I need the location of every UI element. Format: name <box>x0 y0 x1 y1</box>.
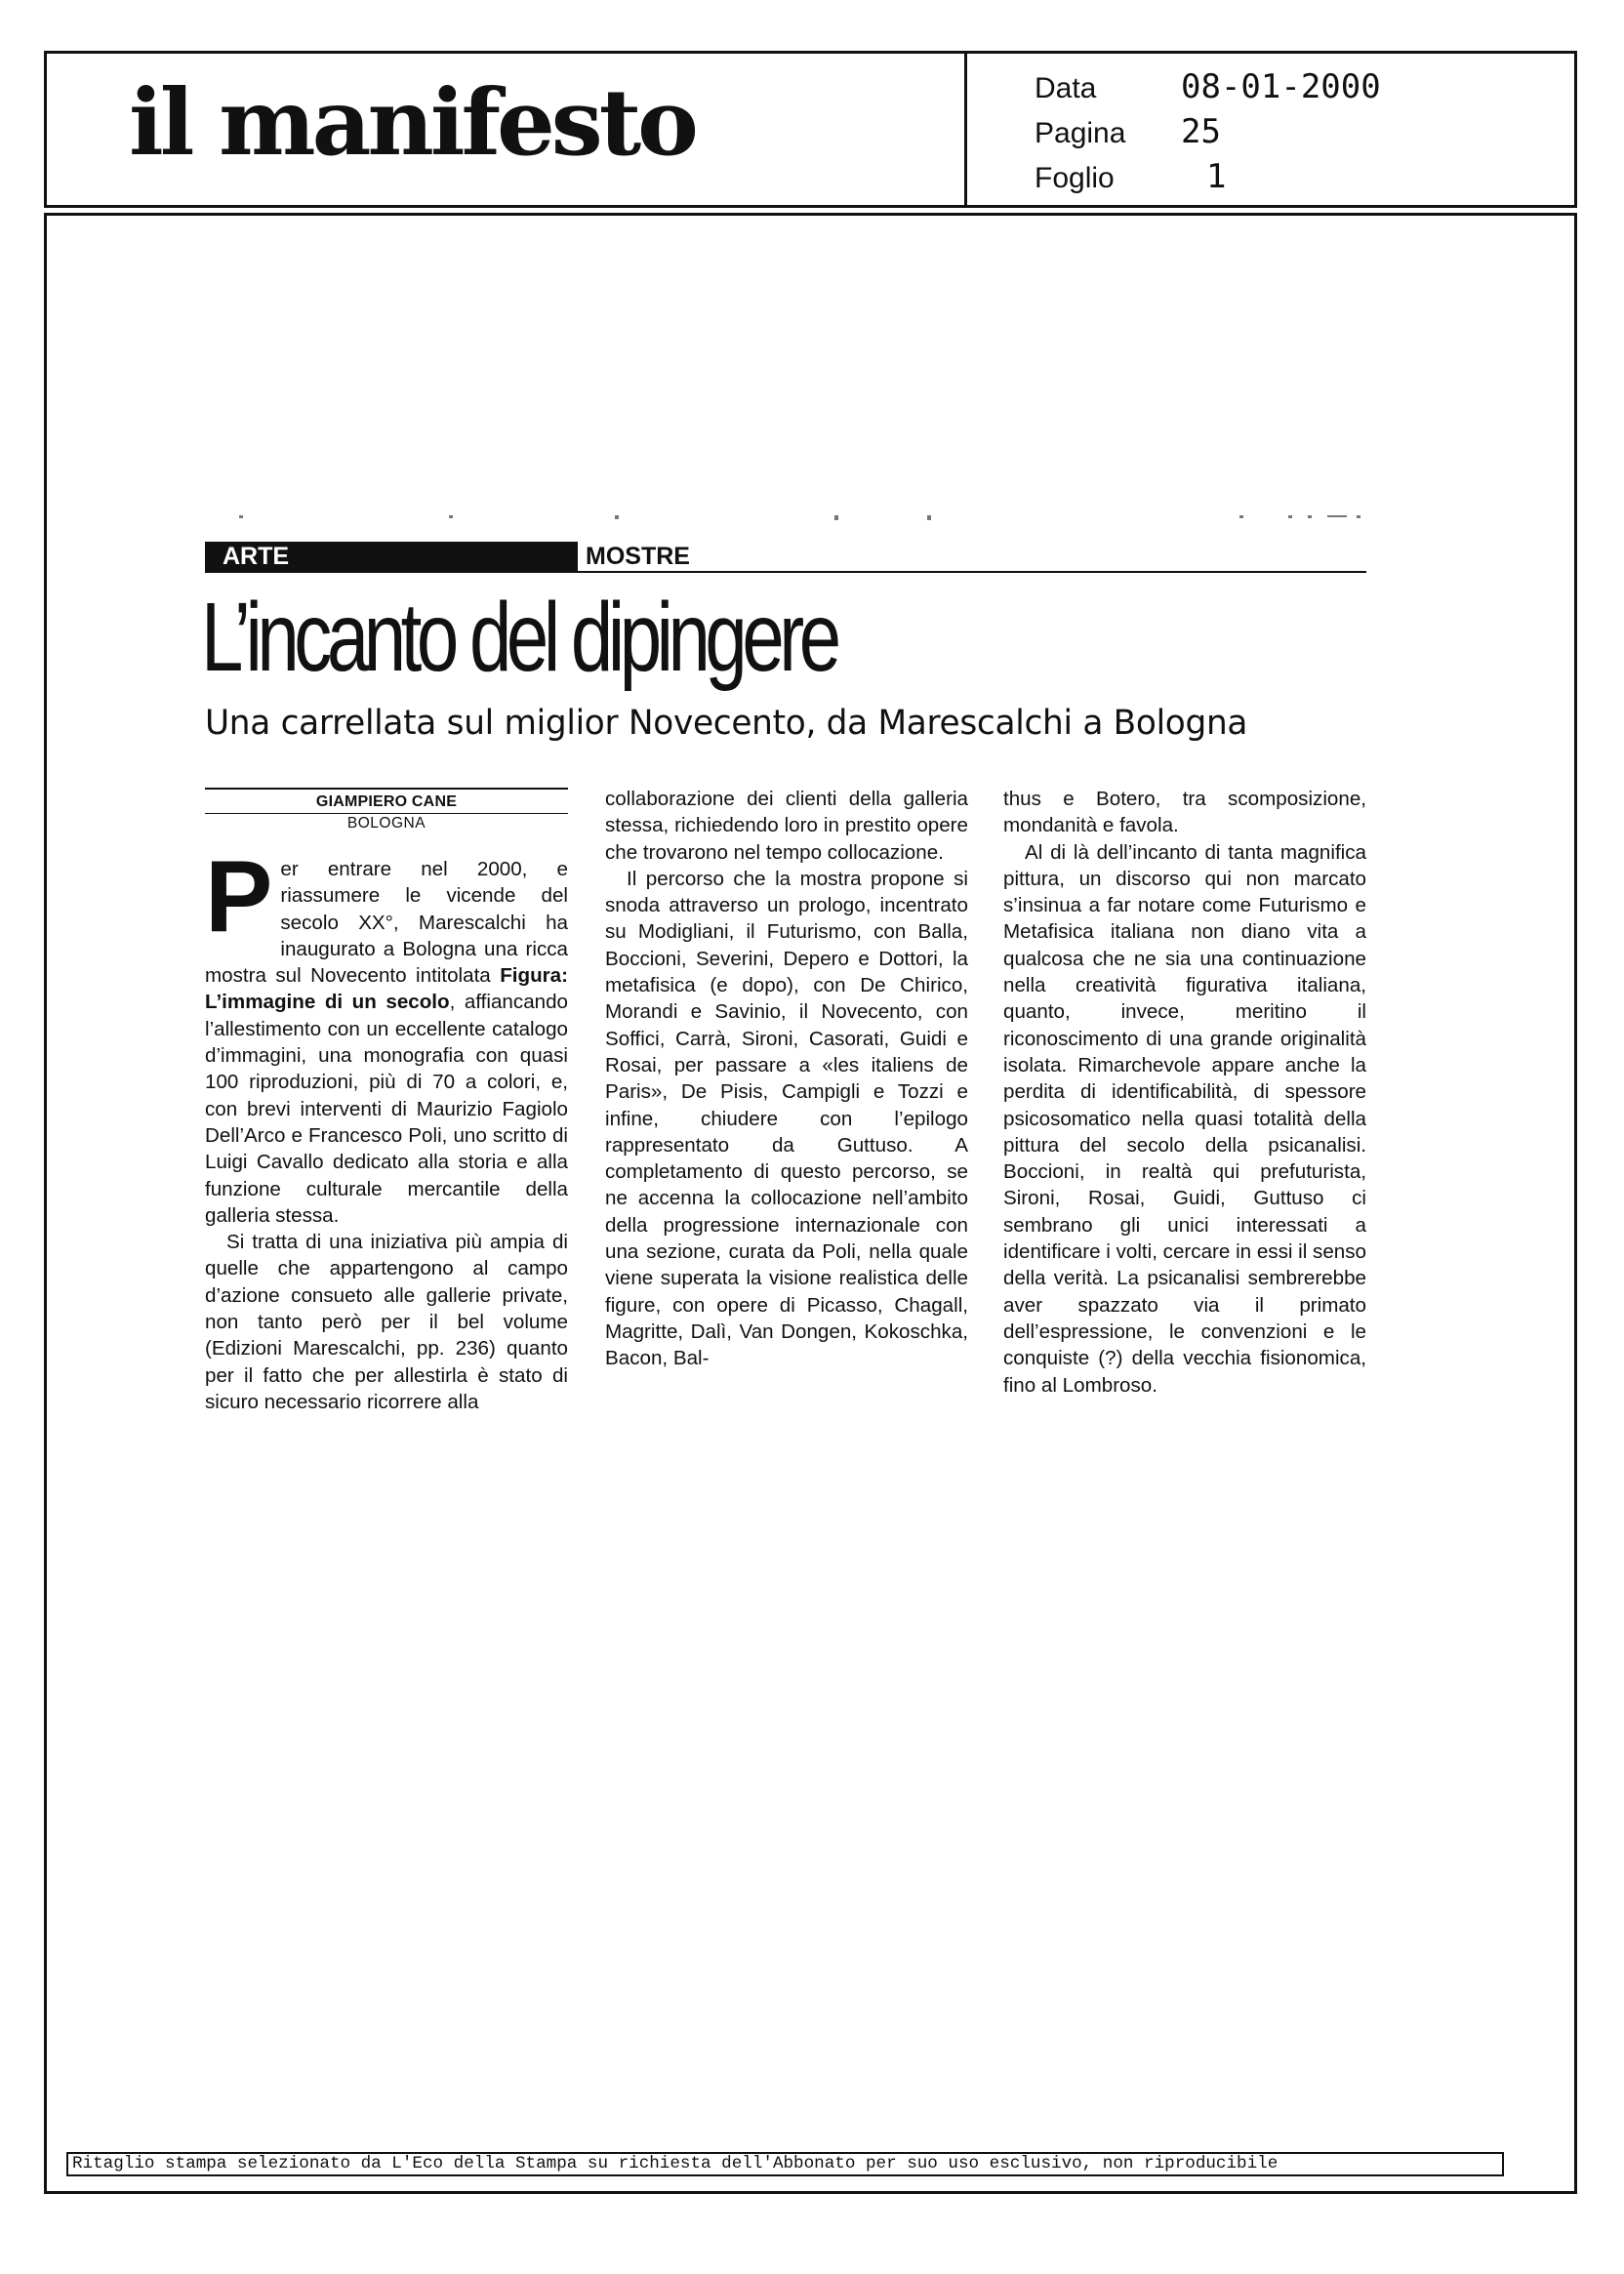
paragraph-text: er entrare nel 2000, e riassumere le vicende del secolo XX°, Marescalchi ha inaugurato a Bologna una ricca mostra sul Novecento intitolata <box>205 858 568 988</box>
meta-box <box>984 63 1530 200</box>
header-divider <box>964 51 967 208</box>
byline-rule <box>205 813 568 814</box>
headline: L’incanto del dipingere <box>201 583 836 692</box>
foglio-value: 1 <box>1206 157 1227 196</box>
meta-row-pagina <box>1035 112 1221 155</box>
paragraph: collaborazione dei clienti della galleria stessa, richiedendo loro in prestito opere che trovarono nel tempo collocazione. <box>605 788 968 864</box>
column-1 <box>205 840 569 1415</box>
foglio-label: Foglio <box>1035 162 1115 194</box>
paragraph-text: , affiancando l’allestimento con un eccellente catalogo d’immagini, una monografia con quasi 100 riproduzioni, più di 70 a colori, e, con brevi interventi di Maurizio Fagiolo Dell’Arco e Francesco Poli, uno scritto di Luigi Cavallo dedicato alla storia e alla funzione culturale mercantile della galleria stessa. <box>205 991 569 1227</box>
masthead-frame <box>44 51 1577 208</box>
author-name: GIAMPIERO CANE <box>315 793 458 810</box>
logo-box <box>47 54 967 205</box>
paragraph: Si tratta di una iniziativa più ampia di quelle che appartengono al campo d’azione consueto alle gallerie private, non tanto però per il bel volume (Edizioni Marescalchi, pp. 236) quanto per il fatto che per allestirla è stato di sicuro necessario ricorrere alla <box>205 1231 568 1413</box>
meta-row-data <box>1035 67 1381 110</box>
column-2 <box>605 786 968 1372</box>
pagina-value: 25 <box>1181 112 1221 151</box>
section-rubric <box>205 542 1366 579</box>
paragraph: Il percorso che la mostra propone si snoda attraverso un prologo, incentrato su Modigliani, il Futurismo, con Balla, Boccioni, Severini, Depero e Dottori, la metafisica (e dopo), con De Chirico, Morandi e Savinio, il Novecento, con Soffici, Carrà, Sironi, Casorati, Guidi e Rosai, per passare a «les italiens de Paris», De Pisis, Campigli e Tozzi e infine, chiudere con l’epilogo rappresentato da Guttuso. A completamento di questo percorso, se ne accenna la collocazione nell’ambito della progressione internazionale con una sezione, curata da Poli, nella quale viene superata la visione realistica delle figure, con opere di Picasso, Chagall, Magritte, Dalì, Van Dongen, Kokoschka, Bacon, Bal- <box>605 867 968 1370</box>
data-value: 08-01-2000 <box>1181 67 1381 106</box>
rubric-rule <box>205 571 1366 573</box>
paragraph: Al di là dell’incanto di tanta magnifica pittura, un discorso qui non marcato s’insinua a far notare come Futurismo e Metafisica italiana non diano vita a qualcosa che ne sia una continuazione nella creatività figurativa italiana, quanto, invece, meritino il riconoscimento di una grande originalità isolata. Rimarchevole appare anche la perdita di identificabilità, di spessore psicosomatico nella quasi totalità della pittura del secolo della psicanalisi. Boccioni, in realtà qui prefuturista, Sironi, Rosai, Guidi, Guttuso ci sembrano gli unici interessati a identificare i volti, cercare in essi il senso della verità. La psicanalisi sembrerebbe aver spazzato via il primato dell’espressione, le convenzioni e le conquiste (?) della vecchia fisionomica, fino al Lombroso. <box>1003 840 1366 1397</box>
dateline-place: BOLOGNA <box>346 815 426 832</box>
clipping-stamp: Ritaglio stampa selezionato da L'Eco della Stampa su richiesta dell'Abbonato per suo uso esclusivo, non riproducibile <box>66 2152 1504 2176</box>
newspaper-logo: il manifesto <box>129 69 695 177</box>
section-label: ARTE <box>223 543 290 570</box>
subheadline: Una carrellata sul miglior Novecento, da Marescalchi a Bologna <box>205 704 1248 743</box>
meta-row-foglio <box>1035 157 1226 200</box>
data-label: Data <box>1035 72 1097 104</box>
subsection-label: MOSTRE <box>586 543 690 570</box>
pagina-label: Pagina <box>1035 117 1126 149</box>
exhibition-title: Figura: L’immagine di un secolo <box>205 964 568 1014</box>
byline-rule <box>205 788 568 790</box>
drop-cap: P <box>205 840 273 954</box>
paragraph: thus e Botero, tra scomposizione, mondanità e favola. <box>1003 788 1366 837</box>
scan-marks <box>205 515 1366 525</box>
paragraph <box>205 840 569 1229</box>
column-3 <box>1003 786 1366 1399</box>
